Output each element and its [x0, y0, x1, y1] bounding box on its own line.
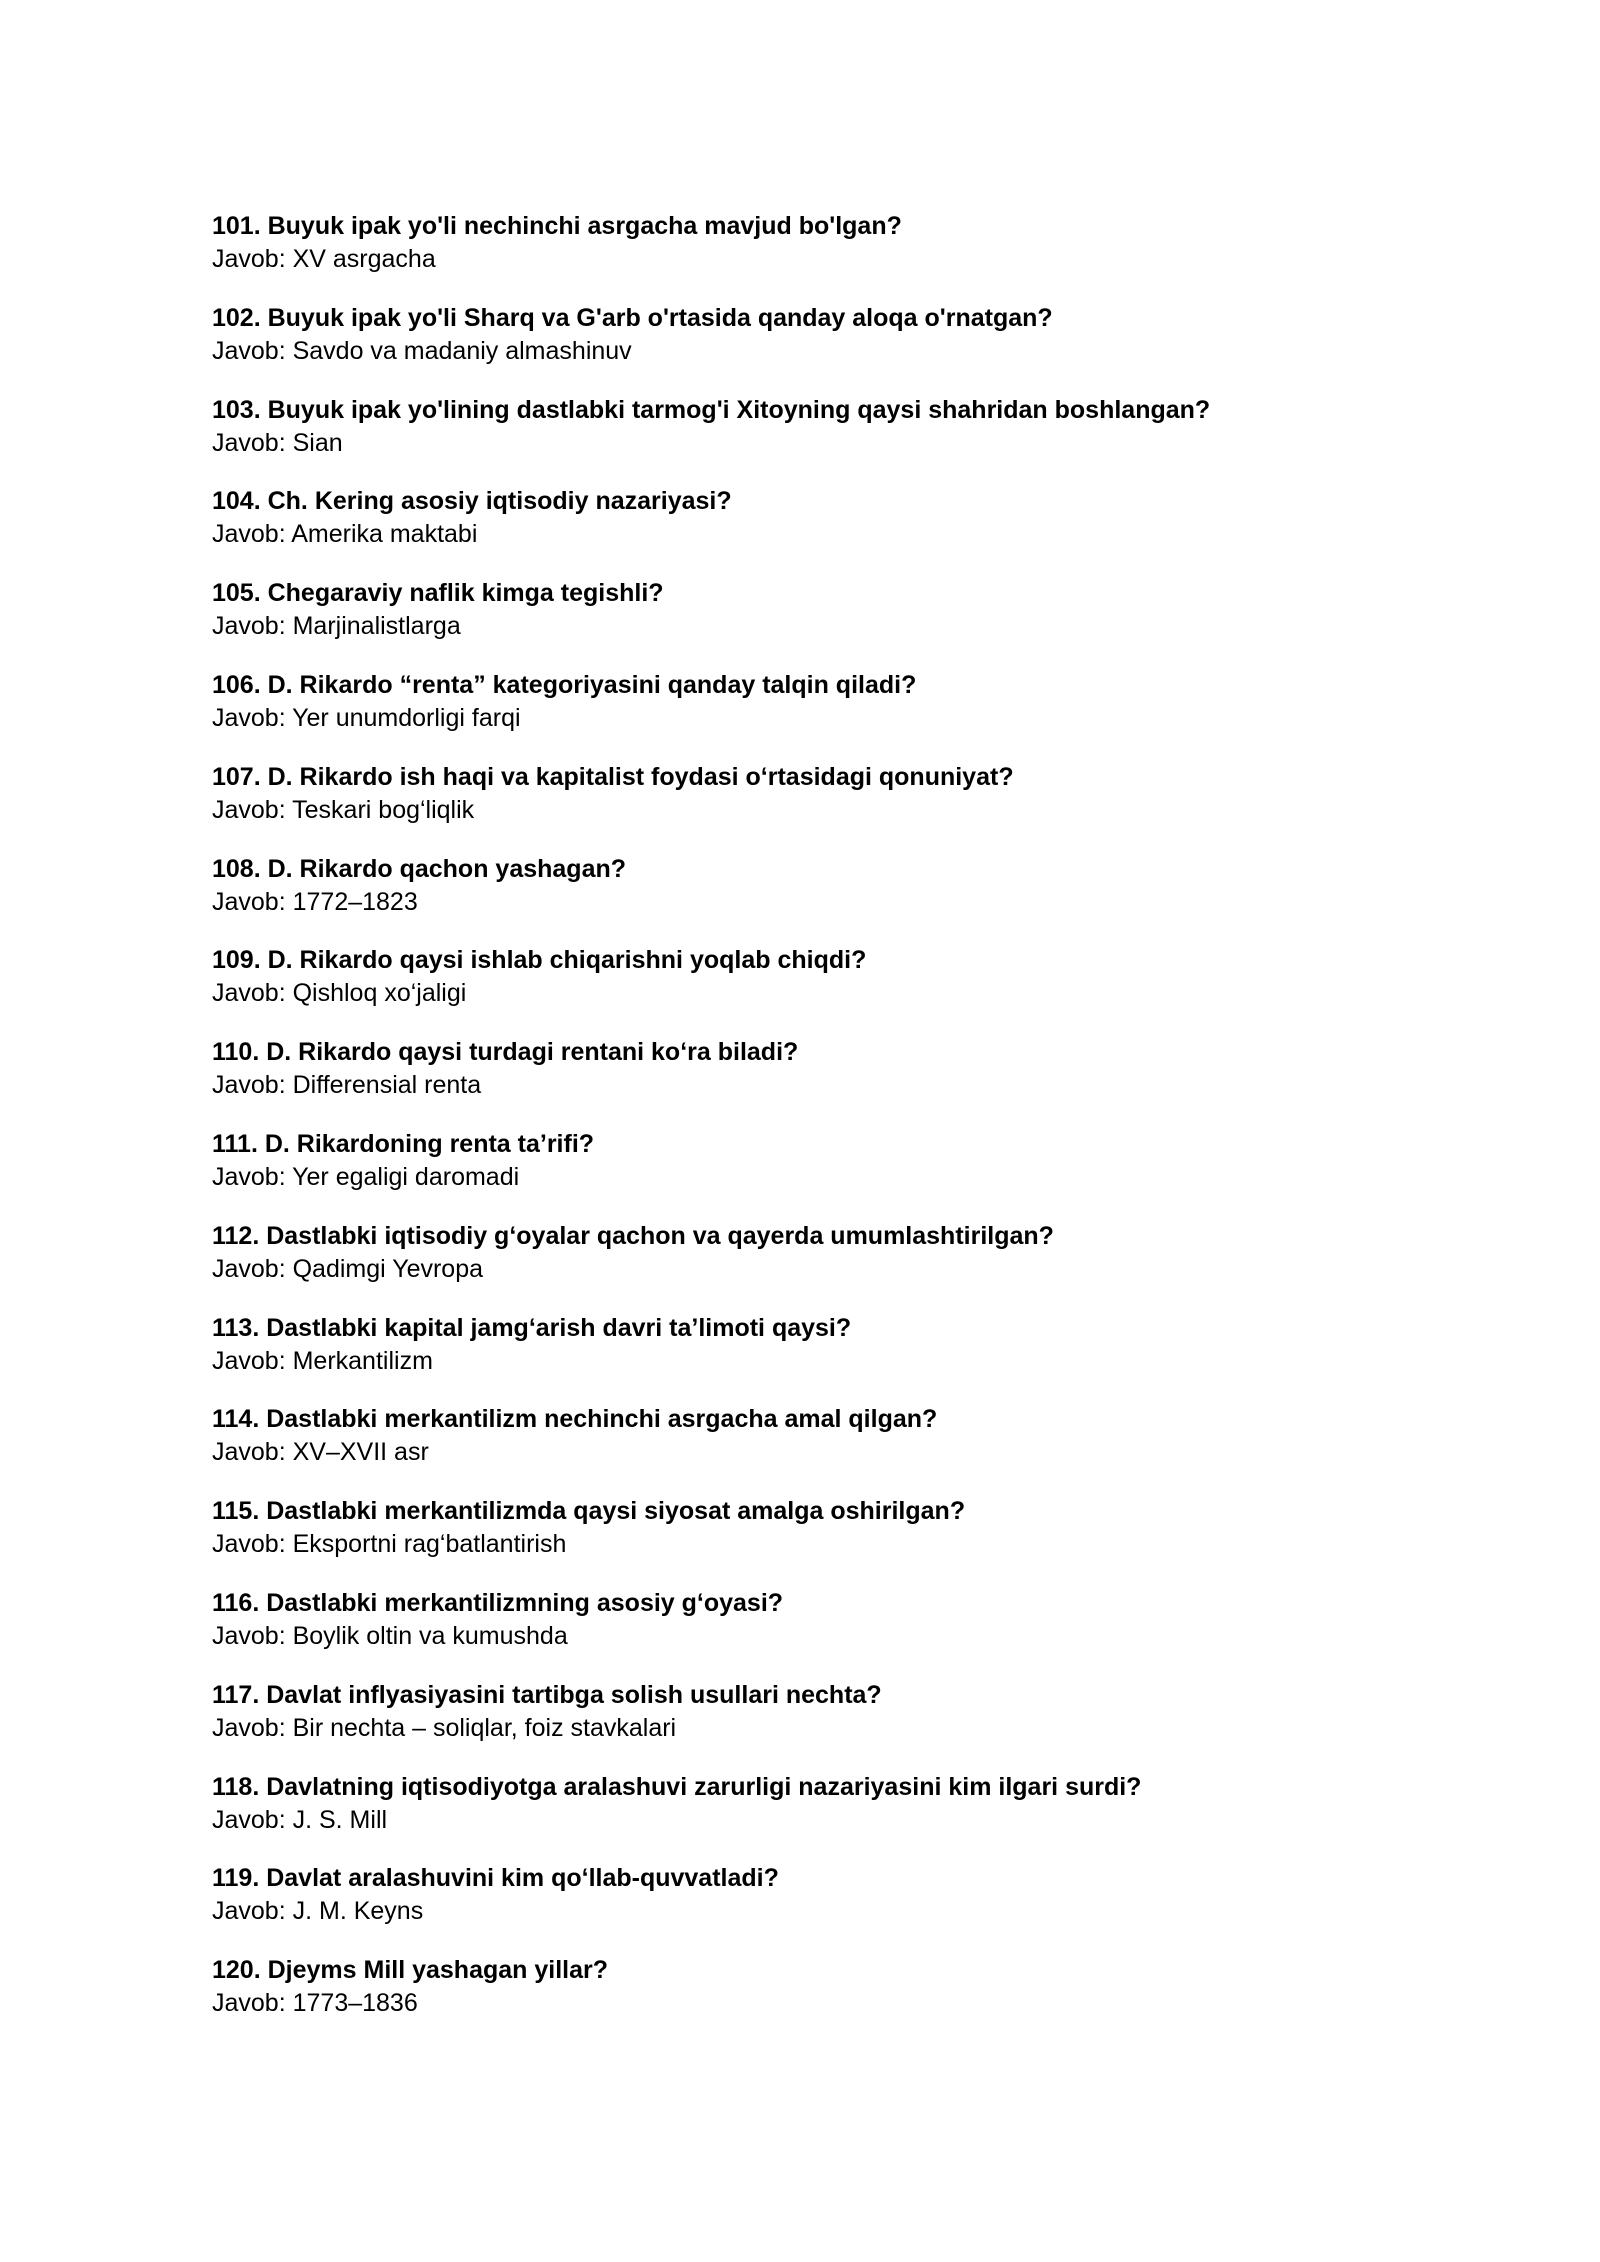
answer-text: Javob: Boylik oltin va kumushda: [212, 1621, 568, 1650]
qa-item: [212, 1403, 1412, 1495]
qa-item: [212, 853, 1412, 945]
answer-text: Javob: J. M. Keyns: [212, 1897, 424, 1926]
qa-item: [212, 1128, 1412, 1220]
question-text: 117. Davlat inflyasiyasini tartibga solish usullari nechta?: [212, 1680, 882, 1709]
question-text: 113. Dastlabki kapital jamg‘arish davri ta’limoti qaysi?: [212, 1313, 852, 1342]
question-text: 119. Davlat aralashuvini kim qo‘llab-quvvatladi?: [212, 1864, 779, 1893]
answer-text: Javob: Teskari bog‘liqlik: [212, 795, 475, 824]
question-text: 115. Dastlabki merkantilizmda qaysi siyosat amalga oshirilgan?: [212, 1497, 966, 1526]
question-text: 118. Davlatning iqtisodiyotga aralashuvi zarurligi nazariyasini kim ilgari surdi?: [212, 1772, 1142, 1801]
qa-item: [212, 944, 1412, 1036]
question-text: 107. D. Rikardo ish haqi va kapitalist foydasi o‘rtasidagi qonuniyat?: [212, 762, 1014, 791]
answer-text: Javob: Sian: [212, 428, 343, 457]
qa-item: [212, 394, 1412, 486]
qa-item: [212, 1220, 1412, 1312]
question-text: 103. Buyuk ipak yo'lining dastlabki tarmog'i Xitoyning qaysi shahridan boshlangan?: [212, 395, 1211, 424]
answer-text: Javob: XV asrgacha: [212, 245, 436, 273]
qa-item: [212, 1862, 1412, 1954]
answer-text: Javob: J. S. Mill: [212, 1805, 388, 1834]
question-text: 109. D. Rikardo qaysi ishlab chiqarishni yoqlab chiqdi?: [212, 946, 867, 975]
answer-text: Javob: Marjinalistlarga: [212, 612, 461, 641]
qa-item: [212, 577, 1412, 669]
qa-item: [212, 1312, 1412, 1404]
answer-text: Javob: Qishloq xo‘jaligi: [212, 979, 467, 1008]
qa-item: [212, 1587, 1412, 1679]
question-text: 114. Dastlabki merkantilizm nechinchi asrgacha amal qilgan?: [212, 1405, 938, 1434]
answer-text: Javob: Merkantilizm: [212, 1346, 433, 1375]
answer-text: Javob: Yer egaligi daromadi: [212, 1162, 520, 1191]
qa-item: [212, 210, 1412, 302]
answer-text: Javob: Yer unumdorligi farqi: [212, 703, 521, 732]
qa-item: [212, 485, 1412, 577]
question-text: 105. Chegaraviy naflik kimga tegishli?: [212, 579, 664, 608]
answer-text: Javob: 1772–1823: [212, 887, 418, 916]
answer-text: Javob: Qadimgi Yevropa: [212, 1254, 484, 1283]
question-text: 110. D. Rikardo qaysi turdagi rentani ko‘ra biladi?: [212, 1038, 799, 1067]
qa-item: [212, 1036, 1412, 1128]
answer-text: Javob: 1773–1836: [212, 1989, 418, 2018]
qa-item: [212, 1954, 1412, 2046]
qa-item: [212, 1495, 1412, 1587]
answer-text: Javob: XV–XVII asr: [212, 1438, 429, 1467]
answer-text: Javob: Eksportni rag‘batlantirish: [212, 1530, 567, 1559]
answer-text: Javob: Amerika maktabi: [212, 520, 478, 549]
qa-item: [212, 302, 1412, 394]
question-text: 116. Dastlabki merkantilizmning asosiy g‘oyasi?: [212, 1588, 784, 1617]
answer-text: Javob: Differensial renta: [212, 1071, 482, 1100]
question-text: 111. D. Rikardoning renta ta’rifi?: [212, 1129, 595, 1158]
answer-text: Javob: Savdo va madaniy almashinuv: [212, 336, 632, 365]
qa-item: [212, 1771, 1412, 1863]
answer-text: Javob: Bir nechta – soliqlar, foiz stavkalari: [212, 1713, 677, 1742]
qa-item: [212, 761, 1412, 853]
qa-list: [212, 210, 1412, 2046]
qa-item: [212, 669, 1412, 761]
question-text: 108. D. Rikardo qachon yashagan?: [212, 854, 627, 883]
question-text: 120. Djeyms Mill yashagan yillar?: [212, 1956, 609, 1985]
question-text: 104. Ch. Kering asosiy iqtisodiy nazariyasi?: [212, 487, 732, 516]
question-text: 102. Buyuk ipak yo'li Sharq va G'arb o'rtasida qanday aloqa o'rnatgan?: [212, 303, 1053, 332]
qa-item: [212, 1679, 1412, 1771]
question-text: 106. D. Rikardo “renta” kategoriyasini qanday talqin qiladi?: [212, 670, 917, 699]
question-text: 112. Dastlabki iqtisodiy g‘oyalar qachon va qayerda umumlashtirilgan?: [212, 1221, 1054, 1250]
question-text: 101. Buyuk ipak yo'li nechinchi asrgacha mavjud bo'lgan?: [212, 212, 902, 240]
